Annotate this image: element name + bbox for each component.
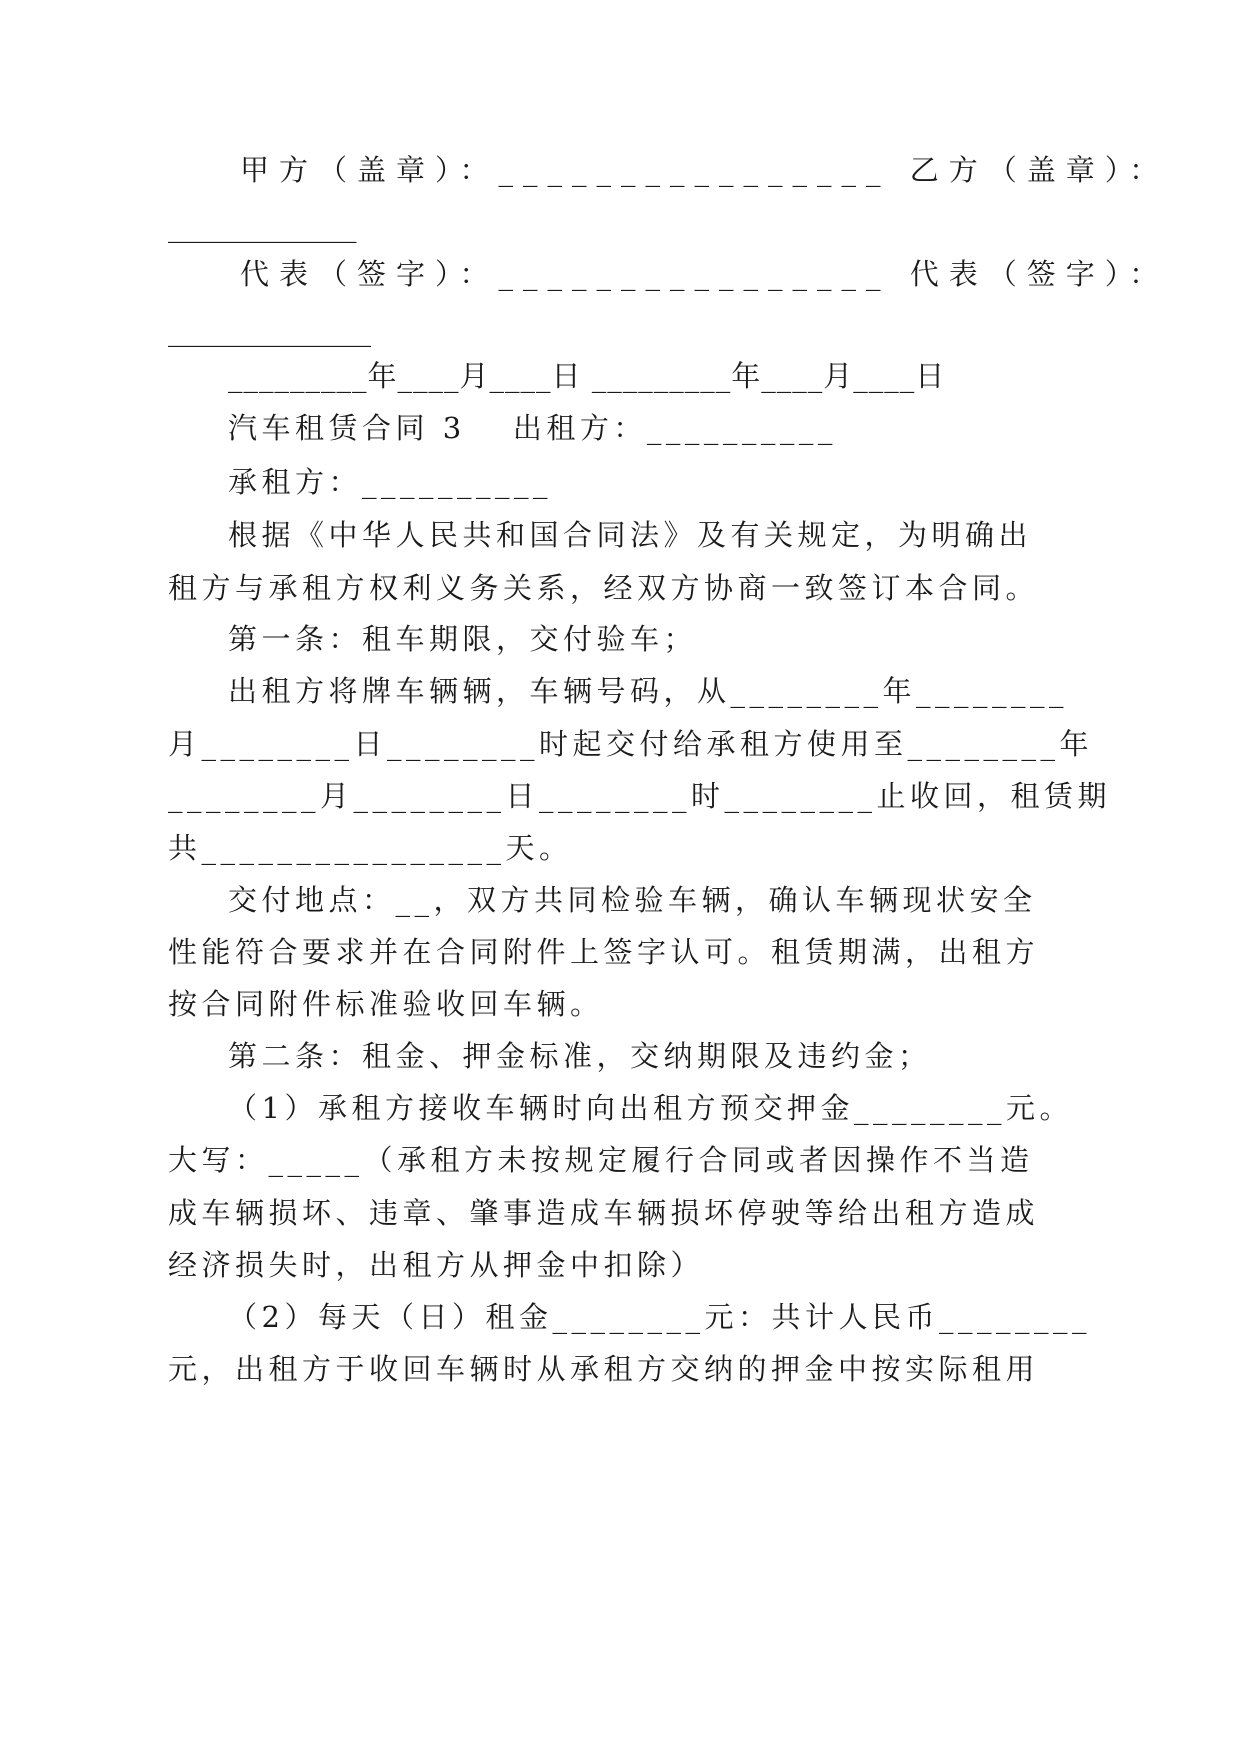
article-1-line-1: 出租方将牌车辆辆，车辆号码，从________年________ (228, 674, 1069, 708)
lessee-line: 承租方：__________ (228, 465, 553, 499)
article-1-title: 第一条：租车期限，交付验车； (228, 622, 698, 656)
representative-b-blank: ______________ (168, 313, 371, 347)
article-2-item-1-line-1: （1）承租方接收车辆时向出租方预交押金________元。 (228, 1091, 1073, 1125)
delivery-line-3: 按合同附件标准验收回车辆。 (168, 987, 604, 1021)
article-1-line-3: ________月________日________时________止收回，租赁期 (168, 779, 1112, 813)
party-a-b-seal-line: 甲方（盖章）：________________ 乙方（盖章）： (240, 153, 1169, 187)
representative-sign-line: 代表（签字）：________________ 代表（签字）： (240, 257, 1169, 291)
delivery-line-2: 性能符合要求并在合同附件上签字认可。租赁期满，出租方 (168, 935, 1040, 969)
intro-paragraph-line-1: 根据《中华人民共和国合同法》及有关规定，为明确出 (228, 518, 1033, 552)
delivery-line-1: 交付地点：__，双方共同检验车辆，确认车辆现状安全 (228, 883, 1037, 917)
article-2-item-2-line-1: （2）每天（日）租金________元：共计人民币________ (228, 1300, 1091, 1334)
article-2-item-1-line-2: 大写：_____（承租方未按规定履行合同或者因操作不当造 (168, 1143, 1034, 1177)
article-2-item-2-line-2: 元，出租方于收回车辆时从承租方交纳的押金中按实际租用 (168, 1352, 1040, 1386)
article-2-title: 第二条：租金、押金标准，交纳期限及违约金； (228, 1039, 932, 1073)
signature-date-line: _________年____月____日 _________年____月____日 (228, 359, 946, 393)
contract-title-lessor: 汽车租赁合同 3 出租方：__________ (228, 411, 837, 445)
article-1-line-2: 月________日________时起交付给承租方使用至________年 (168, 727, 1094, 761)
article-2-item-1-line-3: 成车辆损坏、违章、肇事造成车辆损坏停驶等给出租方造成 (168, 1196, 1040, 1230)
party-b-seal-blank: _____________ (168, 209, 357, 243)
article-2-item-1-line-4: 经济损失时，出租方从押金中扣除） (168, 1248, 705, 1282)
intro-paragraph-line-2: 租方与承租方权利义务关系，经双方协商一致签订本合同。 (168, 571, 1040, 605)
article-1-line-4: 共________________天。 (168, 831, 573, 865)
